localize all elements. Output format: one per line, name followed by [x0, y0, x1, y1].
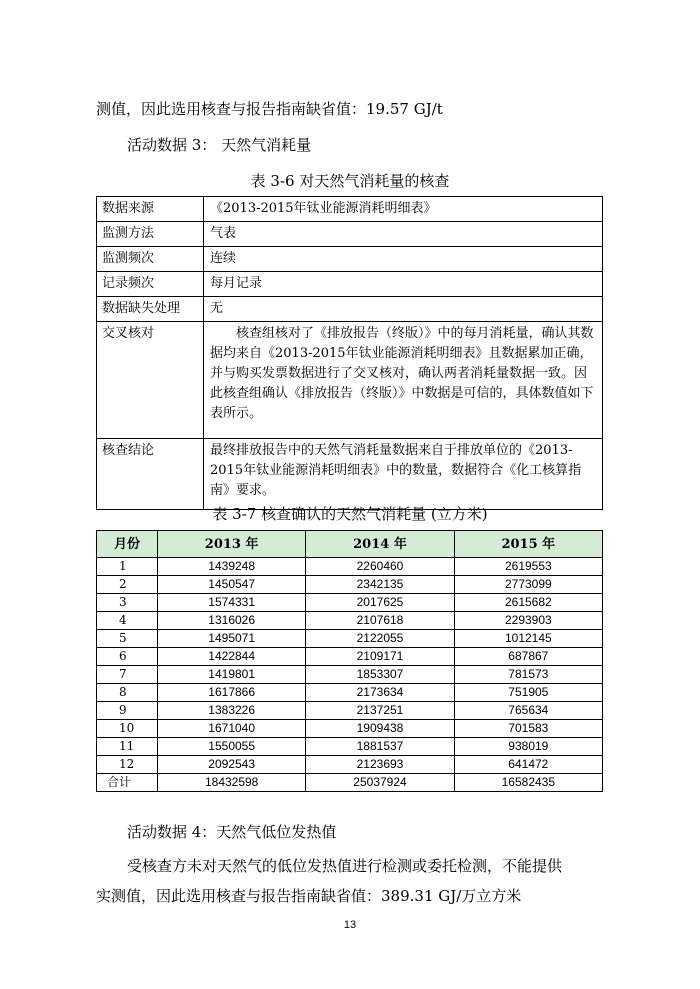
value-cell: 1853307	[306, 666, 454, 684]
value-cell: 2109171	[306, 648, 454, 666]
value-cell: 1012145	[454, 630, 602, 648]
table-row	[97, 720, 603, 738]
value-cell: 1419801	[158, 666, 306, 684]
page-number: 13	[343, 919, 357, 931]
table-row	[97, 247, 603, 272]
month-cell: 2	[97, 576, 158, 594]
row-value: 气表	[204, 222, 603, 247]
month-cell: 7	[97, 666, 158, 684]
table-row	[97, 222, 603, 247]
value-cell: 641472	[454, 756, 602, 774]
value-cell: 781573	[454, 666, 602, 684]
value-cell: 2092543	[158, 756, 306, 774]
verification-table	[96, 196, 603, 510]
paragraph-top: 测值，因此选用核查与报告指南缺省值：19.57 GJ/t	[96, 100, 443, 118]
table-row	[97, 558, 603, 576]
value-cell: 2017625	[306, 594, 454, 612]
row-value: 最终排放报告中的天然气消耗量数据来自于排放单位的《2013-2015年钛业能源消耗明细表》中的数量，数据符合《化工核算指南》要求。	[204, 439, 603, 510]
header-2015: 2015 年	[454, 531, 602, 558]
table-row	[97, 439, 603, 510]
value-cell: 2773099	[454, 576, 602, 594]
value-cell: 1550055	[158, 738, 306, 756]
value-cell: 765634	[454, 702, 602, 720]
row-key: 核查结论	[97, 439, 204, 510]
value-cell: 1574331	[158, 594, 306, 612]
month-cell: 12	[97, 756, 158, 774]
value-cell: 2137251	[306, 702, 454, 720]
value-cell: 2123693	[306, 756, 454, 774]
paragraph-bottom-line1: 受核查方未对天然气的低位发热值进行检测或委托检测，不能提供	[127, 857, 563, 875]
value-cell: 1439248	[158, 558, 306, 576]
gas-consumption-table	[96, 530, 603, 792]
month-cell: 3	[97, 594, 158, 612]
month-cell: 11	[97, 738, 158, 756]
value-cell: 751905	[454, 684, 602, 702]
row-key: 数据缺失处理	[97, 297, 204, 322]
paragraph-bottom-line2: 实测值，因此选用核查与报告指南缺省值：389.31 GJ/万立方米	[96, 887, 522, 905]
row-key: 监测方法	[97, 222, 204, 247]
value-cell: 25037924	[306, 774, 454, 792]
value-cell: 2107618	[306, 612, 454, 630]
header-month: 月份	[97, 531, 158, 558]
row-value: 连续	[204, 247, 603, 272]
table-row	[97, 322, 603, 439]
table-row	[97, 297, 603, 322]
value-cell: 2342135	[306, 576, 454, 594]
value-cell: 1495071	[158, 630, 306, 648]
value-cell: 687867	[454, 648, 602, 666]
value-cell: 938019	[454, 738, 602, 756]
month-cell: 6	[97, 648, 158, 666]
table-row	[97, 576, 603, 594]
table-row	[97, 666, 603, 684]
month-cell: 4	[97, 612, 158, 630]
month-cell: 9	[97, 702, 158, 720]
row-value: 每月记录	[204, 272, 603, 297]
activity3-heading: 活动数据 3： 天然气消耗量	[127, 136, 312, 154]
total-row	[97, 774, 603, 792]
value-cell: 1671040	[158, 720, 306, 738]
value-cell: 1383226	[158, 702, 306, 720]
table-row	[97, 648, 603, 666]
value-cell: 2122055	[306, 630, 454, 648]
header-2014: 2014 年	[306, 531, 454, 558]
month-cell: 1	[97, 558, 158, 576]
month-cell: 合计	[97, 774, 158, 792]
value-cell: 18432598	[158, 774, 306, 792]
table-row	[97, 756, 603, 774]
table-3-7-caption: 表 3-7 核查确认的天然气消耗量 (立方米)	[212, 505, 488, 523]
value-cell: 2293903	[454, 612, 602, 630]
table-3-6-caption: 表 3-6 对天然气消耗量的核查	[250, 172, 450, 190]
value-cell: 2619553	[454, 558, 602, 576]
value-cell: 701583	[454, 720, 602, 738]
month-cell: 8	[97, 684, 158, 702]
table-row	[97, 702, 603, 720]
value-cell: 1422844	[158, 648, 306, 666]
value-cell: 1316026	[158, 612, 306, 630]
activity4-heading: 活动数据 4：天然气低位发热值	[127, 823, 337, 841]
value-cell: 16582435	[454, 774, 602, 792]
table-row	[97, 272, 603, 297]
table-row	[97, 612, 603, 630]
row-key: 监测频次	[97, 247, 204, 272]
table-row	[97, 684, 603, 702]
row-value: 《2013-2015年钛业能源消耗明细表》	[204, 197, 603, 222]
value-cell: 1617866	[158, 684, 306, 702]
month-cell: 5	[97, 630, 158, 648]
value-cell: 2615682	[454, 594, 602, 612]
row-key: 交叉核对	[97, 322, 204, 439]
value-cell: 2260460	[306, 558, 454, 576]
table-header-row	[97, 531, 603, 558]
table-row	[97, 630, 603, 648]
table-row	[97, 594, 603, 612]
row-key: 数据来源	[97, 197, 204, 222]
row-key: 记录频次	[97, 272, 204, 297]
table-row	[97, 197, 603, 222]
value-cell: 1909438	[306, 720, 454, 738]
row-value: 无	[204, 297, 603, 322]
value-cell: 1450547	[158, 576, 306, 594]
table-row	[97, 738, 603, 756]
header-2013: 2013 年	[158, 531, 306, 558]
value-cell: 2173634	[306, 684, 454, 702]
month-cell: 10	[97, 720, 158, 738]
row-value: 核查组核对了《排放报告（终版）》中的每月消耗量，确认其数据均来自《2013-2015年钛业能源消耗明细表》且数据累加正确，并与购买发票数据进行了交叉核对，确认两者消耗量数据一致。因此核查组确认《排放报告（终版）》中数据是可信的，具体数值如下表所示。	[204, 322, 603, 439]
value-cell: 1881537	[306, 738, 454, 756]
